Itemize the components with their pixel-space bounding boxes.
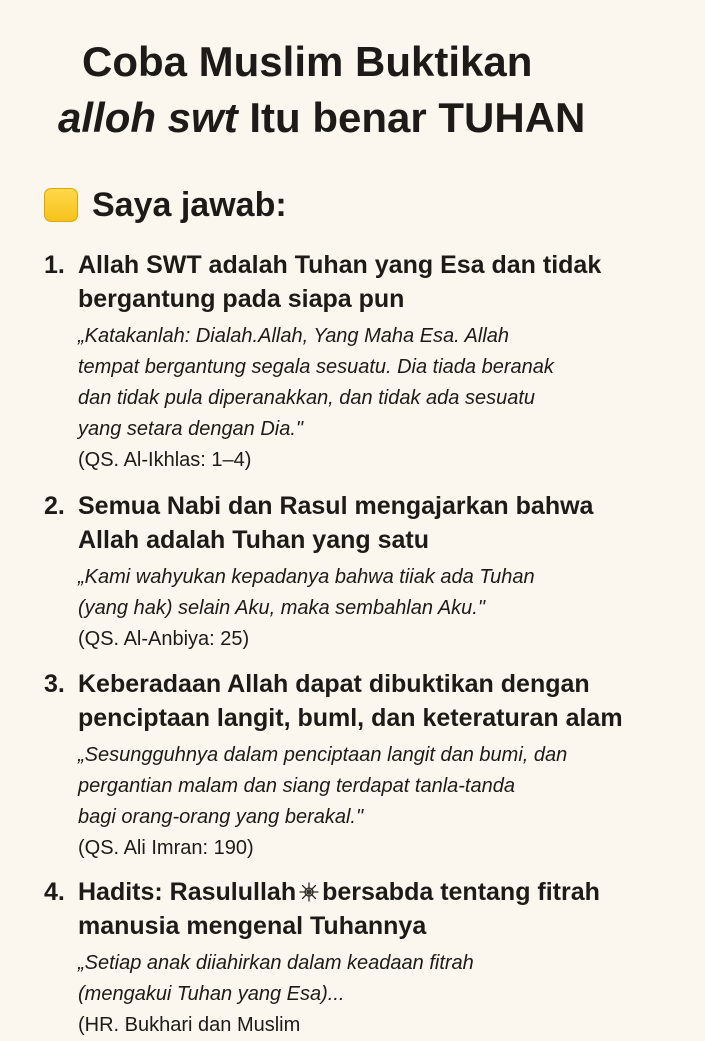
- title-line-2: [0, 90, 705, 146]
- item-title-line: Allah adalah Tuhan yang satu: [78, 526, 429, 554]
- item-title-line: Semua Nabi dan Rasul mengajarkan bahwa: [78, 492, 594, 520]
- quote-reference: (QS. Ali Imran: 190): [78, 837, 254, 859]
- answer-heading-text: Saya jawab:: [92, 186, 287, 224]
- item-heading: [44, 489, 684, 557]
- list-item-4: [44, 875, 684, 1041]
- item-body: [78, 321, 684, 476]
- quote-reference: (QS. Al-Ikhlas: 1–4): [78, 449, 252, 471]
- item-title-line: manusia mengenal Tuhannya: [78, 912, 427, 940]
- quote-reference: (QS. Al-Anbiya: 25): [78, 628, 250, 650]
- quote-reference: (HR. Bukhari dan Muslim: [78, 1014, 301, 1036]
- quote-text: [78, 740, 684, 833]
- answer-heading: [44, 183, 287, 227]
- item-title-line: penciptaan langit, buml, dan keteraturan alam: [78, 704, 623, 732]
- title-italic-part: alloh swt: [58, 94, 238, 141]
- yellow-square-icon: [44, 188, 78, 222]
- item-title: [78, 667, 684, 735]
- quote-line: „Katakanlah: Dialah.Allah, Yang Maha Esa. Allah: [78, 325, 510, 347]
- quote-line: (yang hak) selain Aku, maka sembahlan Aku.": [78, 597, 485, 619]
- quote-line: „Setiap anak diiahirkan dalam keadaan fitrah: [78, 952, 474, 974]
- list-item-3: [44, 667, 684, 864]
- item-body: [78, 948, 684, 1041]
- item-body: [78, 740, 684, 864]
- item-title-line: Allah SWT adalah Tuhan yang Esa dan tidak: [78, 251, 602, 279]
- item-title-line: [78, 875, 684, 909]
- item-heading: [44, 875, 684, 943]
- item-heading: [44, 667, 684, 735]
- quote-line: [78, 979, 684, 1041]
- item-title: [78, 875, 684, 943]
- quote-line: dan tidak pula diperanakkan, dan tidak ada sesuatu: [78, 387, 536, 409]
- item-title-line: Keberadaan Allah dapat dibuktikan dengan: [78, 670, 590, 698]
- item-number: 3.: [44, 670, 65, 698]
- quote-line: pergantian malam dan siang terdapat tanla-tanda: [78, 775, 515, 797]
- quote-line: tempat bergantung segala sesuatu. Dia tiada beranak: [78, 356, 554, 378]
- quote-line: „Sesungguhnya dalam penciptaan langit dan bumi, dan: [78, 744, 568, 766]
- item-number: 2.: [44, 492, 65, 520]
- quote-text: [78, 321, 684, 445]
- quote-line-text: (mengakui Tuhan yang Esa)...: [78, 983, 345, 1005]
- item-title-text: Hadits: Rasulullah: [78, 878, 297, 906]
- quote-line: bagi orang-orang yang berakal.": [78, 806, 364, 828]
- quote-text: [78, 562, 684, 624]
- item-title: [78, 248, 684, 316]
- item-number: 4.: [44, 878, 65, 906]
- item-number: 1.: [44, 251, 65, 279]
- title-rest-part: Itu benar TUHAN: [249, 94, 586, 141]
- quote-line: „Kami wahyukan kepadanya bahwa tiiak ada Tuhan: [78, 566, 535, 588]
- item-title: [78, 489, 684, 557]
- item-body: [78, 562, 684, 655]
- page-title: [0, 34, 705, 146]
- item-title-text: bersabda tentang fitrah: [322, 878, 600, 906]
- list-item-1: [44, 248, 684, 476]
- saw-calligraphy-icon: [298, 881, 320, 903]
- quote-line: yang setara dengan Dia.": [78, 418, 304, 440]
- title-line-1: Coba Muslim Buktikan: [82, 38, 533, 85]
- item-heading: [44, 248, 684, 316]
- quote-text: [78, 948, 684, 1041]
- list-item-2: [44, 489, 684, 655]
- item-title-line: bergantung pada siapa pun: [78, 285, 405, 313]
